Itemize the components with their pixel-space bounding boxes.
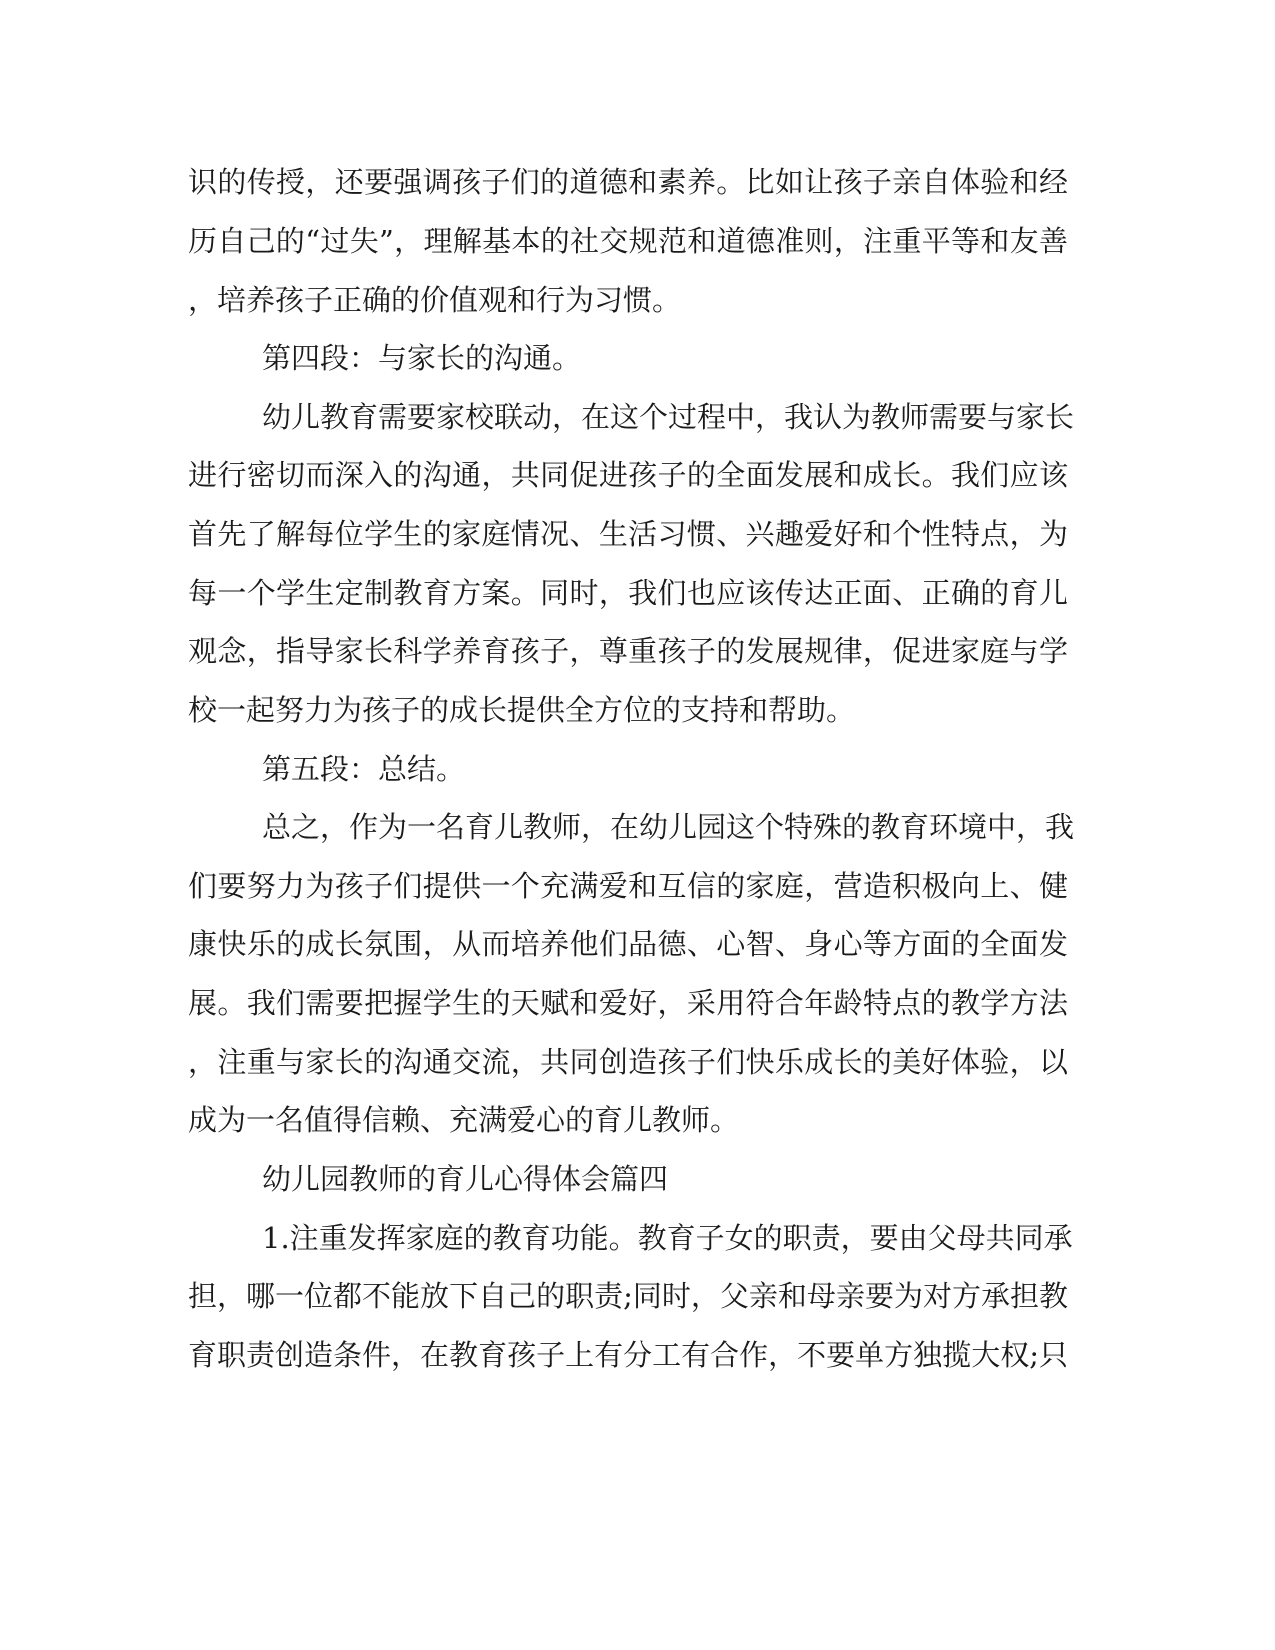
paragraph-line: 成为一名值得信赖、充满爱心的育儿教师。 bbox=[188, 1103, 740, 1137]
paragraph-line: 进行密切而深入的沟通，共同促进孩子的全面发展和成长。我们应该 bbox=[188, 458, 1068, 492]
paragraph-line: 1.注重发挥家庭的教育功能。教育子女的职责，要由父母共同承 bbox=[262, 1221, 1073, 1255]
paragraph-line: 展。我们需要把握学生的天赋和爱好，采用符合年龄特点的教学方法 bbox=[188, 986, 1068, 1020]
paragraph-line: 识的传授，还要强调孩子们的道德和素养。比如让孩子亲自体验和经 bbox=[188, 165, 1068, 199]
paragraph-line: 幼儿教育需要家校联动，在这个过程中，我认为教师需要与家长 bbox=[262, 400, 1075, 434]
paragraph-line: 康快乐的成长氛围，从而培养他们品德、心智、身心等方面的全面发 bbox=[188, 927, 1068, 961]
paragraph-line: 担，哪一位都不能放下自己的职责;同时，父亲和母亲要为对方承担教 bbox=[188, 1279, 1068, 1313]
paragraph-line: 观念，指导家长科学养育孩子，尊重孩子的发展规律，促进家庭与学 bbox=[188, 634, 1068, 668]
section-heading: 第四段：与家长的沟通。 bbox=[262, 341, 582, 375]
paragraph-line: 历自己的“过失”，理解基本的社交规范和道德准则，注重平等和友善 bbox=[188, 224, 1068, 258]
paragraph-line: 每一个学生定制教育方案。同时，我们也应该传达正面、正确的育儿 bbox=[188, 576, 1068, 610]
paragraph-line: 首先了解每位学生的家庭情况、生活习惯、兴趣爱好和个性特点，为 bbox=[188, 517, 1068, 551]
paragraph-line: ，注重与家长的沟通交流，共同创造孩子们快乐成长的美好体验，以 bbox=[188, 1045, 1068, 1079]
section-heading: 第五段：总结。 bbox=[262, 752, 466, 786]
paragraph-line: 总之，作为一名育儿教师，在幼儿园这个特殊的教育环境中，我 bbox=[262, 810, 1075, 844]
paragraph-line: 们要努力为孩子们提供一个充满爱和互信的家庭，营造积极向上、健 bbox=[188, 869, 1068, 903]
paragraph-line: 校一起努力为孩子的成长提供全方位的支持和帮助。 bbox=[188, 693, 856, 727]
paragraph-line: 育职责创造条件，在教育孩子上有分工有合作，不要单方独揽大权;只 bbox=[188, 1338, 1068, 1372]
section-heading: 幼儿园教师的育儿心得体会篇四 bbox=[262, 1162, 669, 1196]
paragraph-line: ，培养孩子正确的价值观和行为习惯。 bbox=[188, 283, 682, 317]
